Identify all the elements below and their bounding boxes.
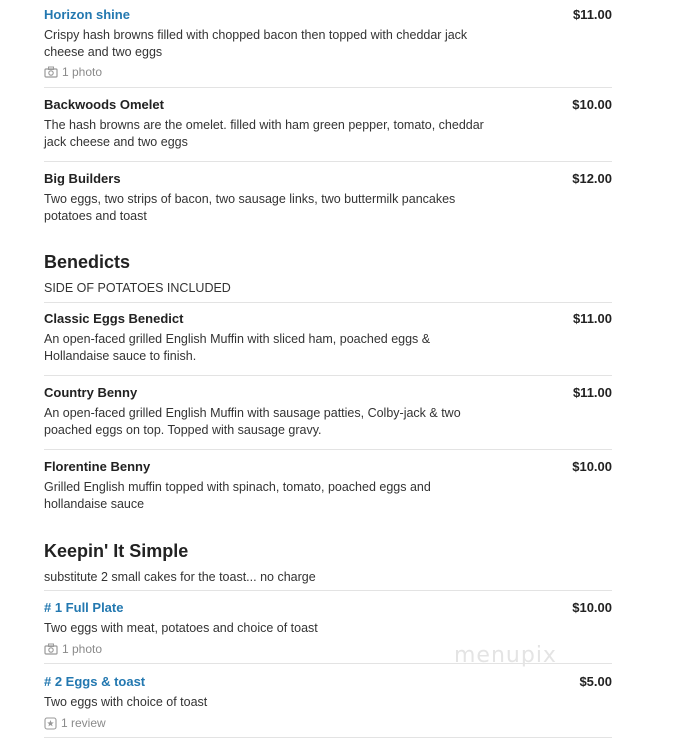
review-link[interactable] — [44, 716, 106, 730]
section-title: Benedicts — [44, 252, 131, 272]
menu-item-description: Two eggs with choice of toast — [44, 695, 208, 709]
divider — [44, 737, 612, 738]
section-title: Keepin' It Simple — [44, 541, 189, 561]
menu-item-description: Two eggs with meat, potatoes and choice of toast — [44, 621, 318, 635]
menu-item-price: $10.00 — [572, 600, 612, 615]
menu-item-price: $10.00 — [572, 97, 612, 112]
menu-item-name-link[interactable]: Horizon shine — [44, 7, 130, 22]
review-star-icon — [44, 717, 57, 730]
menu-item-description: An open-faced grilled English Muffin with sliced ham, poached eggs & Hollandaise sauce to finish. — [44, 332, 431, 363]
menu-item-description: Two eggs, two strips of bacon, two sausage links, two buttermilk pancakes potatoes and toast — [44, 192, 456, 223]
divider — [44, 87, 612, 88]
review-count: 1 review — [61, 716, 106, 730]
menu-item-price: $11.00 — [572, 7, 612, 22]
divider — [44, 449, 612, 450]
camera-icon — [44, 643, 58, 655]
photo-link[interactable] — [44, 65, 102, 79]
divider — [44, 590, 612, 591]
menu-item-price: $10.00 — [572, 459, 612, 474]
menu-item-name: Big Builders — [44, 171, 121, 186]
photo-count: 1 photo — [62, 642, 103, 656]
camera-icon — [44, 66, 58, 78]
menu-item-description: Grilled English muffin topped with spinach, tomato, poached eggs and hollandaise sauce — [44, 480, 431, 511]
menu-item-name: Backwoods Omelet — [44, 97, 164, 112]
menu-item-price: $12.00 — [572, 171, 612, 186]
menu-item-description: The hash browns are the omelet. filled with ham green pepper, tomato, cheddar jack cheese and two eggs — [44, 118, 484, 149]
menu-item-price: $5.00 — [579, 674, 612, 689]
section-subtitle: SIDE OF POTATOES INCLUDED — [44, 281, 231, 295]
menu-item-price: $11.00 — [572, 385, 612, 400]
photo-link[interactable] — [44, 642, 102, 656]
menu-item-name-link[interactable]: # 2 Eggs & toast — [44, 674, 146, 689]
divider — [44, 375, 612, 376]
menu-item-price: $11.00 — [572, 311, 612, 326]
section-subtitle: substitute 2 small cakes for the toast... no charge — [44, 570, 316, 584]
watermark-logo: menupix — [454, 643, 557, 668]
photo-count: 1 photo — [62, 65, 103, 79]
divider — [44, 161, 612, 162]
divider — [44, 302, 612, 303]
menu-item-description: An open-faced grilled English Muffin with sausage patties, Colby-jack & two poached eggs on top. Topped with sausage gravy. — [44, 406, 461, 437]
menu-item-name-link[interactable]: # 1 Full Plate — [44, 600, 124, 615]
menu-item-name: Country Benny — [44, 385, 138, 400]
menu-item-name: Classic Eggs Benedict — [44, 311, 184, 326]
menu-item-description: Crispy hash browns filled with chopped bacon then topped with cheddar jack cheese and two eggs — [44, 28, 468, 59]
menu-item-name: Florentine Benny — [44, 459, 151, 474]
